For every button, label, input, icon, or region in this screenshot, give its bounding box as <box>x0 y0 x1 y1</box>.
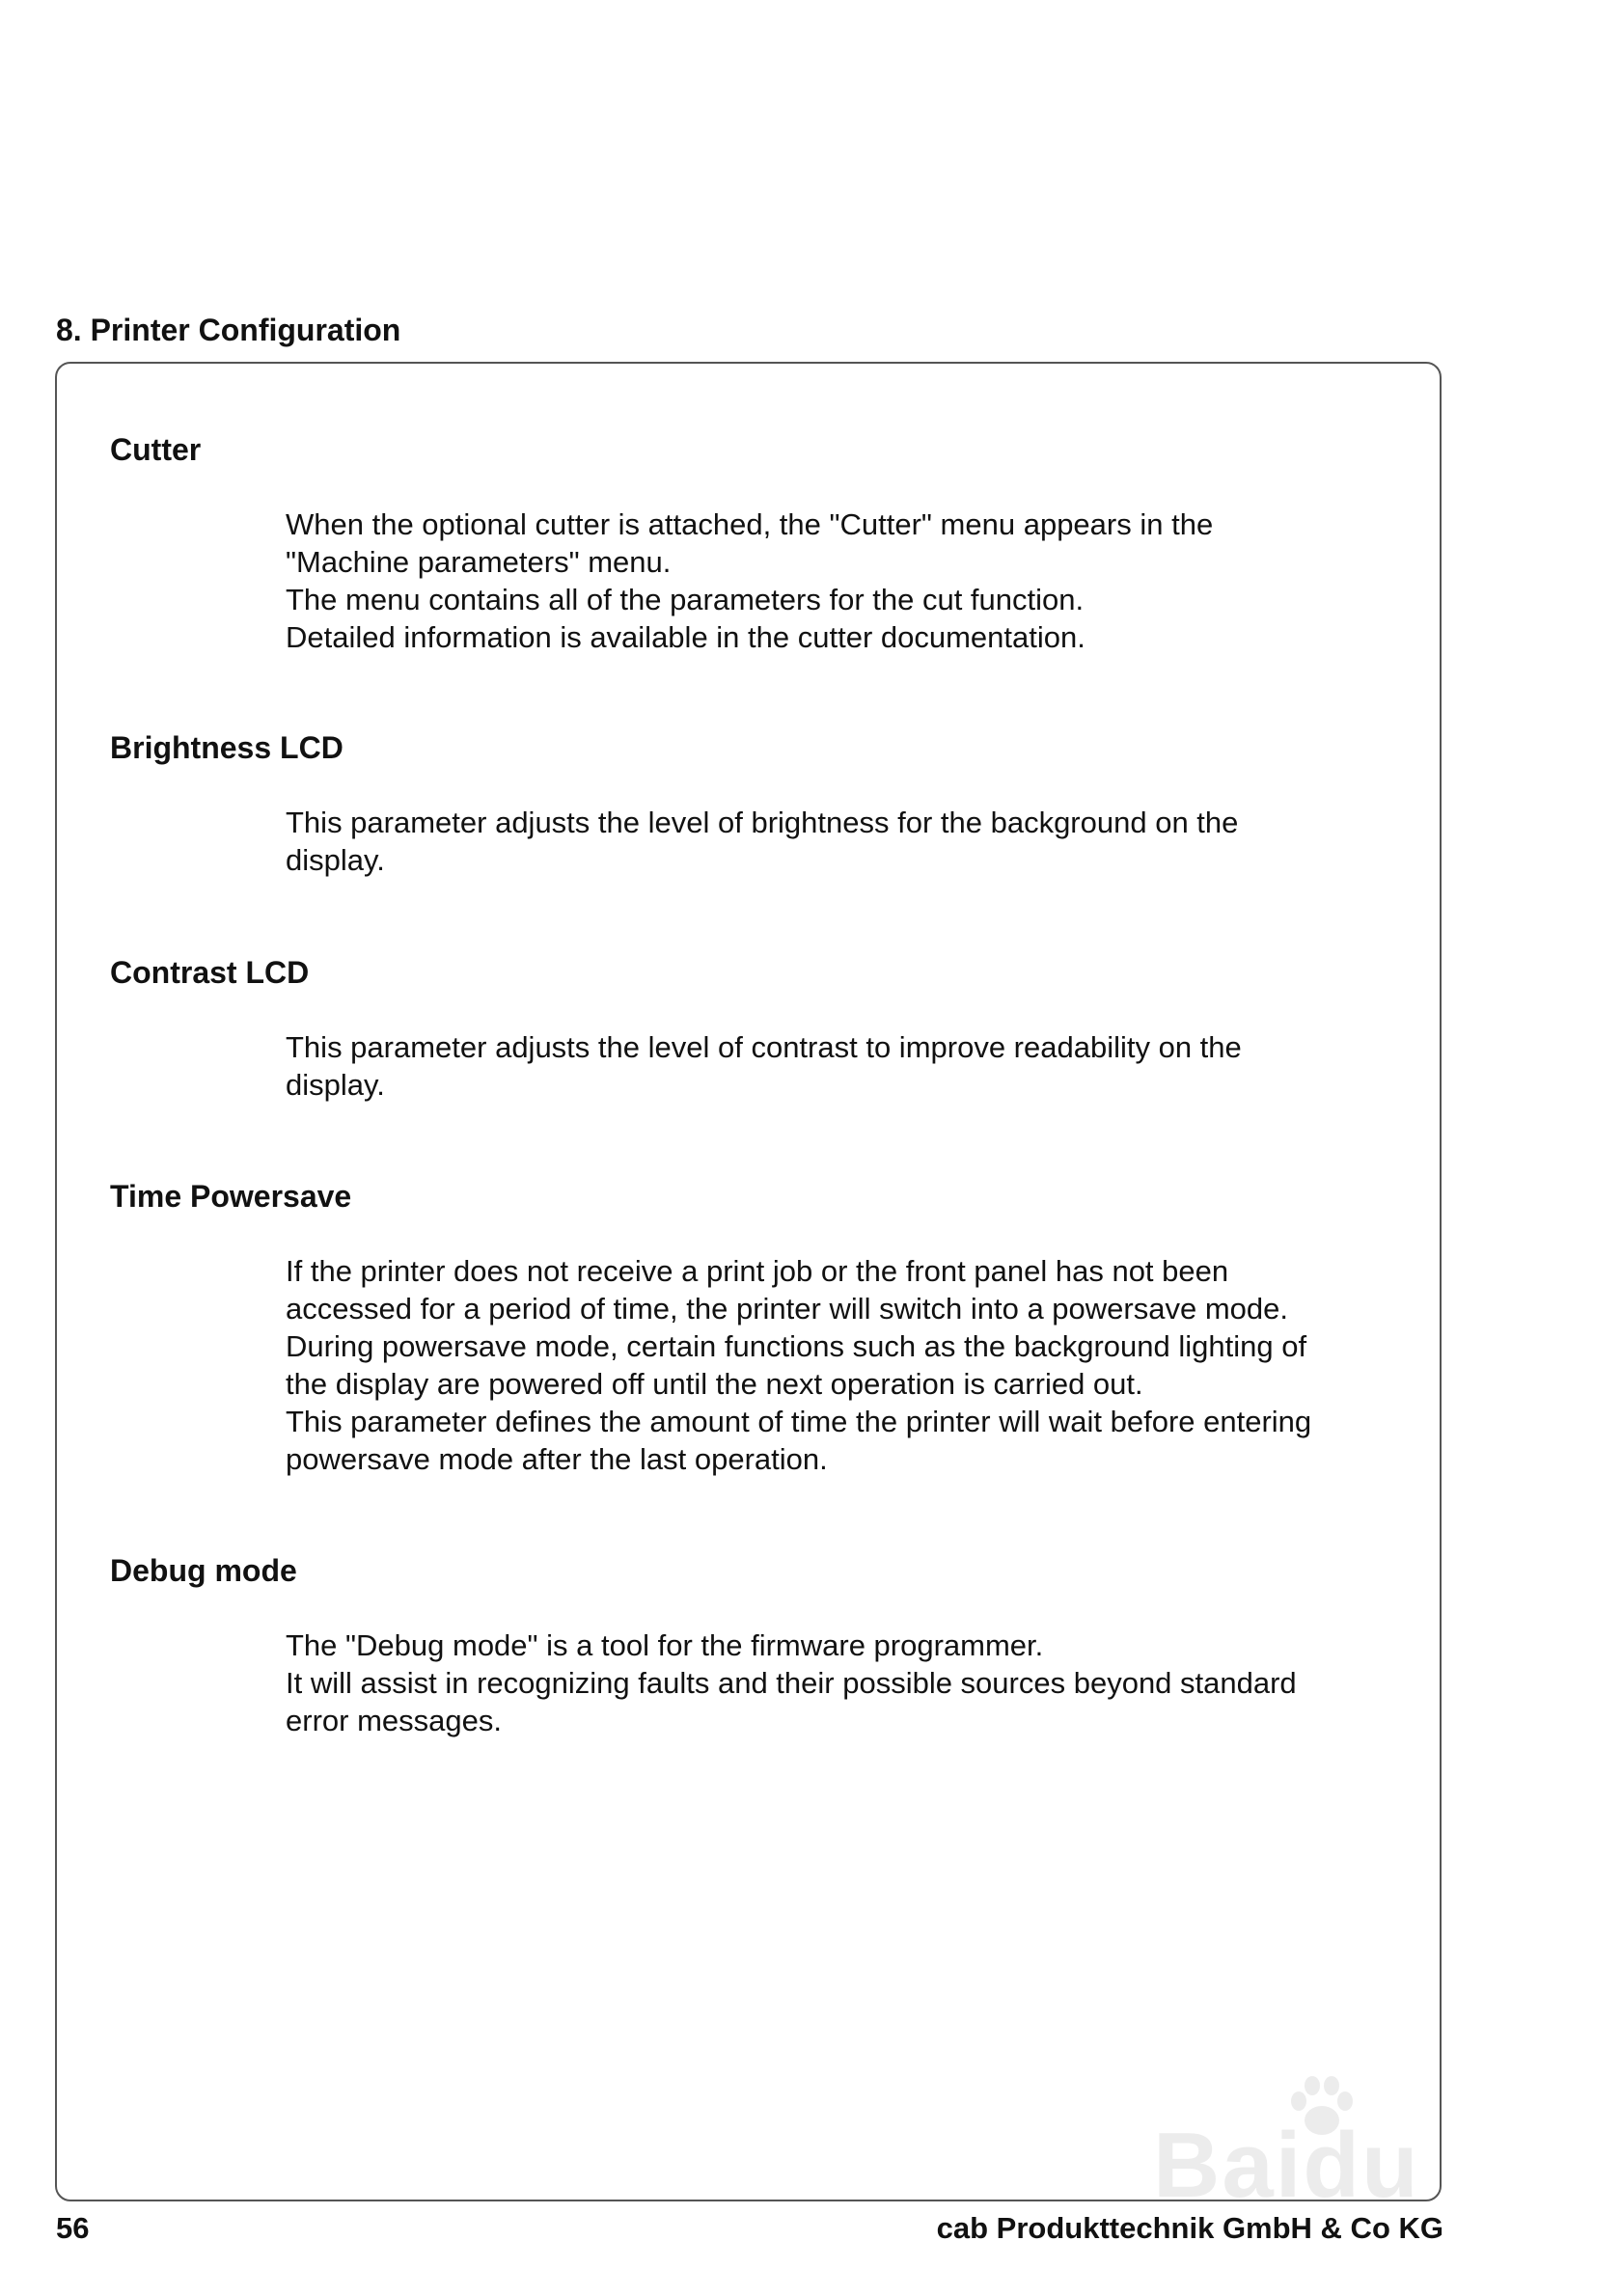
page-number: 56 <box>56 2211 90 2245</box>
body-line: Detailed information is available in the cutter documentation. <box>286 620 1085 654</box>
body-line: During powersave mode, certain functions such as the background lighting of <box>286 1329 1307 1363</box>
company-name: cab Produkttechnik GmbH & Co KG <box>936 2211 1443 2245</box>
section-body-cutter <box>286 506 1395 656</box>
baidu-watermark-logo <box>1153 2074 1558 2248</box>
body-line: error messages. <box>286 1704 502 1737</box>
section-heading-cutter: Cutter <box>110 432 202 467</box>
body-line: The "Debug mode" is a tool for the firmware programmer. <box>286 1628 1044 1662</box>
section-body-brightness-lcd <box>286 804 1395 879</box>
body-line: When the optional cutter is attached, the "Cutter" menu appears in the <box>286 507 1214 541</box>
section-heading-debug-mode: Debug mode <box>110 1553 297 1588</box>
body-line: "Machine parameters" menu. <box>286 545 672 579</box>
body-line: The menu contains all of the parameters for the cut function. <box>286 583 1085 616</box>
body-line: This parameter adjusts the level of brightness for the background on the <box>286 806 1239 839</box>
section-heading-contrast-lcd: Contrast LCD <box>110 955 310 990</box>
section-heading-time-powersave: Time Powersave <box>110 1179 352 1214</box>
section-body-contrast-lcd <box>286 1028 1395 1104</box>
section-heading-brightness-lcd: Brightness LCD <box>110 730 343 765</box>
section-body-debug-mode <box>286 1626 1395 1739</box>
body-line: It will assist in recognizing faults and their possible sources beyond standard <box>286 1666 1297 1700</box>
body-line: display. <box>286 843 385 877</box>
body-line: powersave mode after the last operation. <box>286 1442 828 1476</box>
watermark-text: Baidu <box>1153 2114 1420 2217</box>
body-line: display. <box>286 1068 385 1102</box>
body-line: If the printer does not receive a print job or the front panel has not been <box>286 1254 1229 1288</box>
body-line: This parameter adjusts the level of contrast to improve readability on the <box>286 1030 1242 1064</box>
body-line: This parameter defines the amount of time the printer will wait before entering <box>286 1405 1312 1438</box>
chapter-title: 8. Printer Configuration <box>56 313 401 347</box>
section-body-time-powersave <box>286 1252 1395 1478</box>
body-line: the display are powered off until the next operation is carried out. <box>286 1367 1143 1401</box>
body-line: accessed for a period of time, the printer will switch into a powersave mode. <box>286 1292 1288 1326</box>
